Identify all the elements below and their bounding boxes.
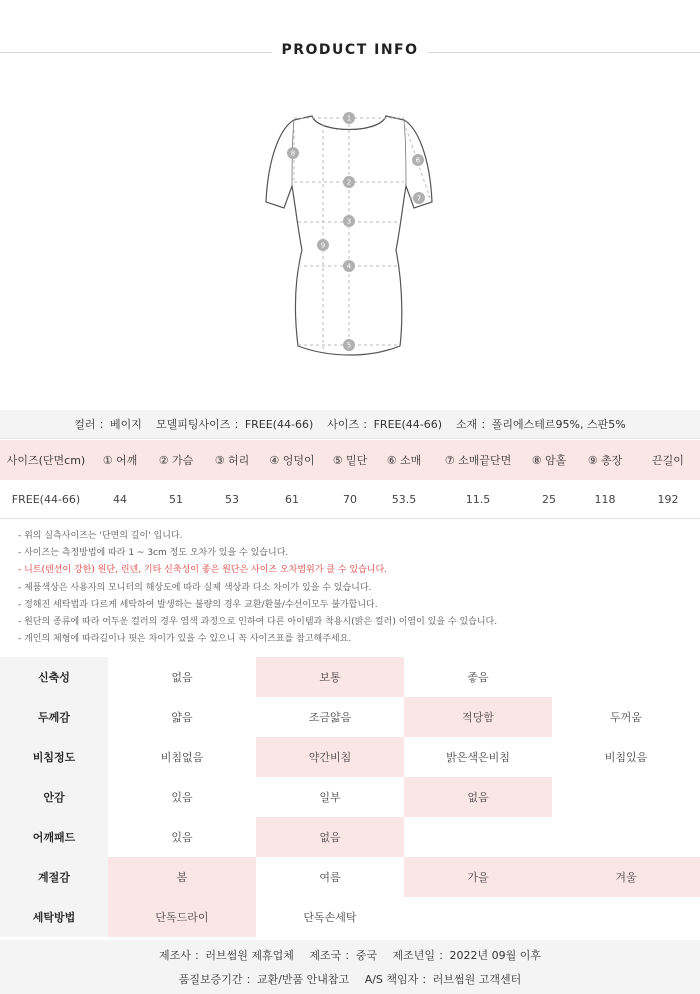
attr-label: 계절감 [0, 857, 108, 897]
attr-option-selected: 없음 [404, 777, 552, 817]
marker-2 [343, 176, 355, 188]
section-title: PRODUCT INFO [281, 42, 419, 58]
attr-option-selected: 가을 [404, 857, 552, 897]
attr-option-selected: 봄 [108, 857, 256, 897]
attr-option: 조금얇음 [308, 711, 352, 724]
attr-option: 단독손세탁 [303, 911, 357, 924]
attr-option: 비침있음 [604, 751, 648, 764]
as-contact-text: A/S 책임자 ：러브썸원 고객센터 [364, 973, 522, 986]
attr-option [404, 897, 552, 937]
manufacturer-text: 제조사 ：러브썸원 제휴업체 [158, 949, 294, 962]
manufacturer-footer [0, 940, 700, 994]
attr-option-selected: 보통 [256, 657, 404, 697]
country-text: 제조국 ：중국 [309, 949, 378, 962]
warranty-text: 품질보증기간 ：교환/반품 안내참고 [178, 973, 350, 986]
product-info-row [0, 410, 700, 439]
hem-header: ⑤ 밑단 [324, 440, 376, 480]
attr-label: 안감 [0, 777, 108, 817]
table-cell: 61 [260, 480, 324, 519]
size-notes [18, 528, 688, 648]
svg-text:3: 3 [346, 217, 352, 226]
strap-length-header: 끈길이 [636, 440, 700, 480]
table-cell: 192 [636, 480, 700, 519]
attr-option: 두꺼움 [610, 711, 642, 724]
svg-text:1: 1 [346, 114, 352, 123]
table-cell: FREE(44-66) [0, 480, 92, 519]
attr-row-shoulder-pad [0, 817, 700, 857]
attr-row-thickness [0, 697, 700, 737]
attr-option: 있음 [171, 791, 193, 804]
attr-option: 비침없음 [160, 751, 204, 764]
attr-option [552, 817, 700, 857]
product-attribute-table [0, 657, 700, 937]
table-cell: 11.5 [432, 480, 524, 519]
size-table [0, 440, 700, 519]
table-cell: 25 [524, 480, 574, 519]
attr-row-season [0, 857, 700, 897]
attr-row-lining [0, 777, 700, 817]
attr-label: 어깨패드 [0, 817, 108, 857]
material-label: 소재 ：폴리에스테르95%, 스판5% [456, 418, 626, 431]
sleeve-end-header: ⑦ 소매끝단면 [432, 440, 524, 480]
table-cell: 44 [92, 480, 148, 519]
footer-line-1 [0, 947, 700, 963]
attr-option [552, 657, 700, 697]
attr-option: 좋음 [467, 671, 489, 684]
marker-9 [317, 239, 329, 251]
table-row [0, 480, 700, 519]
attr-label: 두께감 [0, 697, 108, 737]
footer-line-2 [0, 971, 700, 987]
svg-text:6: 6 [415, 156, 421, 165]
attr-row-stretch [0, 657, 700, 697]
model-size-label: 모델피팅사이즈 ：FREE(44-66) [155, 418, 314, 431]
table-cell: 70 [324, 480, 376, 519]
size-header: 사이즈(단면cm) [0, 440, 92, 480]
svg-text:8: 8 [290, 149, 296, 158]
size-table-header [0, 440, 700, 480]
note-item: - 제품색상은 사용자의 모니터의 해상도에 따라 실제 색상과 다소 차이가 있을 수 있습니다. [18, 582, 372, 593]
marker-6 [412, 154, 424, 166]
total-length-header: ⑨ 총장 [574, 440, 636, 480]
chest-header: ② 가슴 [148, 440, 204, 480]
waist-header: ③ 허리 [204, 440, 260, 480]
shoulder-header: ① 어깨 [92, 440, 148, 480]
attr-option-selected: 약간비침 [256, 737, 404, 777]
section-header [0, 38, 700, 68]
note-item: - 위의 실측사이즈는 '단면의 길이' 입니다. [18, 531, 183, 541]
attr-option-selected: 겨울 [552, 857, 700, 897]
attr-option: 없음 [171, 671, 193, 684]
attr-row-sheerness [0, 737, 700, 777]
attr-row-washing [0, 897, 700, 937]
table-cell: 53.5 [376, 480, 432, 519]
attr-option [552, 897, 700, 937]
attr-label: 신축성 [0, 657, 108, 697]
table-cell: 118 [574, 480, 636, 519]
svg-text:7: 7 [416, 194, 422, 203]
armhole-header: ⑧ 암홀 [524, 440, 574, 480]
marker-1 [343, 112, 355, 124]
attr-option: 밝은색은비침 [446, 751, 510, 764]
attr-option [404, 817, 552, 857]
dress-measurement-diagram [0, 90, 700, 390]
attr-option-selected: 적당함 [404, 697, 552, 737]
marker-3 [343, 215, 355, 227]
svg-text:9: 9 [320, 241, 326, 250]
note-item: - 개인의 체형에 따라길이나 핏은 차이가 있을 수 있으니 꼭 사이즈표를 참고해주세요. [18, 634, 352, 645]
note-item: - 정해진 세탁법과 다르게 세탁하여 발생하는 불량의 경우 교환/환불/수선이모두 불가합니다. [18, 599, 378, 610]
size-label: 사이즈 ：FREE(44-66) [327, 418, 443, 431]
note-item-warning: - 니트(텐션이 강한) 원단, 린넨, 기타 신축성이 좋은 원단은 사이즈 오차범위가 클 수 있습니다. [18, 565, 388, 576]
hip-header: ④ 엉덩이 [260, 440, 324, 480]
attr-label: 세탁방법 [0, 897, 108, 937]
attr-option: 얇음 [171, 711, 193, 724]
marker-8 [287, 147, 299, 159]
sleeve-header: ⑥ 소매 [376, 440, 432, 480]
attr-option-selected: 단독드라이 [108, 897, 256, 937]
manufacture-date-text: 제조년일 ：2022년 09월 이후 [392, 949, 542, 962]
table-cell: 53 [204, 480, 260, 519]
attr-label: 비침정도 [0, 737, 108, 777]
note-item: - 원단의 종류에 따라 어두운 컬러의 경우 염색 과정으로 인하여 다른 아이템과 착용시(밝은 컬러) 이염이 있을 수 있습니다. [18, 617, 498, 628]
marker-5 [343, 339, 355, 351]
attr-option [552, 777, 700, 817]
marker-4 [343, 260, 355, 272]
table-cell: 51 [148, 480, 204, 519]
svg-text:2: 2 [346, 178, 352, 187]
attr-option: 있음 [171, 831, 193, 844]
attr-option: 일부 [319, 791, 341, 804]
header-line-right [428, 52, 700, 53]
marker-7 [413, 192, 425, 204]
note-item: - 사이즈는 측정방법에 따라 1 ~ 3cm 정도 오차가 있을 수 있습니다. [18, 548, 289, 559]
attr-option-selected: 없음 [256, 817, 404, 857]
svg-text:4: 4 [346, 262, 352, 271]
svg-text:5: 5 [346, 341, 352, 350]
color-label: 컬러 ：베이지 [74, 418, 142, 431]
attr-option: 여름 [319, 871, 341, 884]
